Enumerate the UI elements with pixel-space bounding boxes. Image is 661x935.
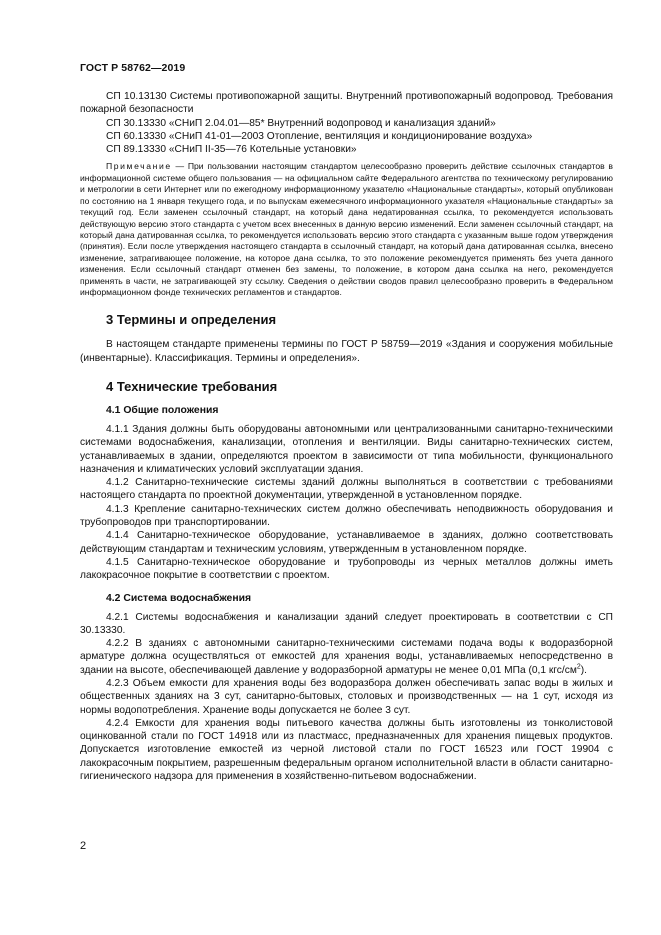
- page-number: 2: [80, 840, 87, 852]
- reference-item: СП 10.13130 Системы противопожарной защиты. Внутренний противопожарный водопровод. Требования пожарной безопасности: [80, 91, 613, 116]
- superscript: 2: [576, 663, 581, 671]
- document-body: [80, 90, 613, 783]
- note-label: Примечание: [106, 161, 172, 172]
- clause-4-1-1: 4.1.1 Здания должны быть оборудованы автономными или централизованными санитарно-техническими системами водоснабжения, канализации, отопления и вентиляции. Виды санитарно-технических систем, устанавливаемых в здании, определяются проектом в зависимости от типа мобильности, функционального назначения и климатических условий эксплуатации здания.: [80, 423, 613, 475]
- reference-item: СП 60.13330 «СНиП 41-01—2003 Отопление, вентиляция и кондиционирование воздуха»: [106, 130, 533, 142]
- subsection-4-2-heading: 4.2 Система водоснабжения: [106, 592, 252, 604]
- section-4-heading: 4 Технические требования: [106, 378, 278, 394]
- section-3-text: В настоящем стандарте применены термины по ГОСТ Р 58759—2019 «Здания и сооружения мобильные (инвентарные). Классификация. Термины и определения».: [80, 339, 613, 364]
- reference-item: СП 89.13330 «СНиП II-35—76 Котельные установки»: [106, 144, 357, 156]
- reference-item: СП 30.13330 «СНиП 2.04.01—85* Внутренний водопровод и канализация зданий»: [106, 117, 496, 129]
- document-header: ГОСТ Р 58762—2019: [80, 62, 186, 74]
- clause-4-2-2-tail: ).: [580, 664, 587, 676]
- clause-4-1-2: 4.1.2 Санитарно-технические системы зданий должны выполняться в соответствии с требованиями настоящего стандарта по проектной документации, утвержденной в установленном порядке.: [80, 477, 613, 502]
- clause-4-2-2: [80, 637, 613, 677]
- clause-4-2-2-text: 4.2.2 В зданиях с автономными санитарно-техническими системами подача воды к водоразборной арматуре должна осуществляться от емкостей для хранения воды, устанавливаемых непосредственно в здании на высоте, обеспечивающей давление у водоразборной арматуры не менее 0,01 МПа (0,1 кгс/см: [80, 638, 613, 676]
- clause-4-2-4: 4.2.4 Емкости для хранения воды питьевого качества должны быть изготовлены из тонколистовой оцинкованной стали по ГОСТ 14918 или из пластмасс, предназначенных для хранения пищевых продуктов. Допускается изготовление емкостей из черной листовой стали по ГОСТ 16523 или ГОСТ 19904 с лакокрасочным покрытием, разрешенным федеральным органом исполнительной власти в области санитарно-гигиенического надзора для применения в хозяйственно-питьевом водоснабжении.: [80, 717, 613, 783]
- note-text: — При пользовании настоящим стандартом целесообразно проверить действие ссылочных стандартов в информационной системе общего пользования — на официальном сайте Федерального агентства по техническому регулированию и метрологии в сети Интернет или по ежегодному информационному указателю «Национальные стандарты», который опубликован по состоянию на 1 января текущего года, и по выпускам ежемесячного информационного указателя «Национальные стандарты» за текущий год. Если заменен ссылочный стандарт, на который дана недатированная ссылка, то рекомендуется использовать действующую версию этого стандарта с учетом всех внесенных в данную версию изменений. Если заменен ссылочный стандарт, на который дана датированная ссылка, то рекомендуется использовать версию этого стандарта с указанным выше годом утверждения (принятия). Если после утверждения настоящего стандарта в ссылочный стандарт, на который дана датированная ссылка, внесено изменение, затрагивающее положение, на которое дана ссылка, то это положение рекомендуется применять без учета данного изменения. Если ссылочный стандарт отменен без замены, то положение, в котором дана ссылка на него, рекомендуется применять в части, не затрагивающей эту ссылку. Сведения о действии сводов правил целесообразно проверить в Федеральном информационном фонде технических регламентов и стандартов.: [80, 161, 613, 297]
- subsection-4-1-heading: 4.1 Общие положения: [106, 404, 219, 416]
- clause-4-1-5: 4.1.5 Санитарно-техническое оборудование и трубопроводы из черных металлов должны иметь лакокрасочное покрытие в соответствии с проектом.: [80, 556, 613, 582]
- clause-4-1-4: 4.1.4 Санитарно-техническое оборудование, устанавливаемое в зданиях, должно соответствовать действующим стандартам и техническим условиям, утвержденным в установленном порядке.: [80, 530, 613, 555]
- clause-4-2-3: 4.2.3 Объем емкости для хранения воды без водоразбора должен обеспечивать запас воды в жилых и общественных зданиях на 3 сут, санитарно-бытовых, столовых и производственных — на 1 сут, исходя из нормы водопотребления. Хранение воды допускается не более 3 сут.: [80, 678, 613, 716]
- note-paragraph: [80, 161, 613, 298]
- clause-4-2-1: 4.2.1 Системы водоснабжения и канализации зданий следует проектировать в соответствии с СП 30.13330.: [80, 611, 613, 636]
- section-3-heading: 3 Термины и определения: [106, 312, 277, 328]
- clause-4-1-3: 4.1.3 Крепление санитарно-технических систем должно обеспечивать неподвижность оборудования и трубопроводов при транспортировании.: [80, 503, 613, 529]
- normative-references: [80, 90, 613, 156]
